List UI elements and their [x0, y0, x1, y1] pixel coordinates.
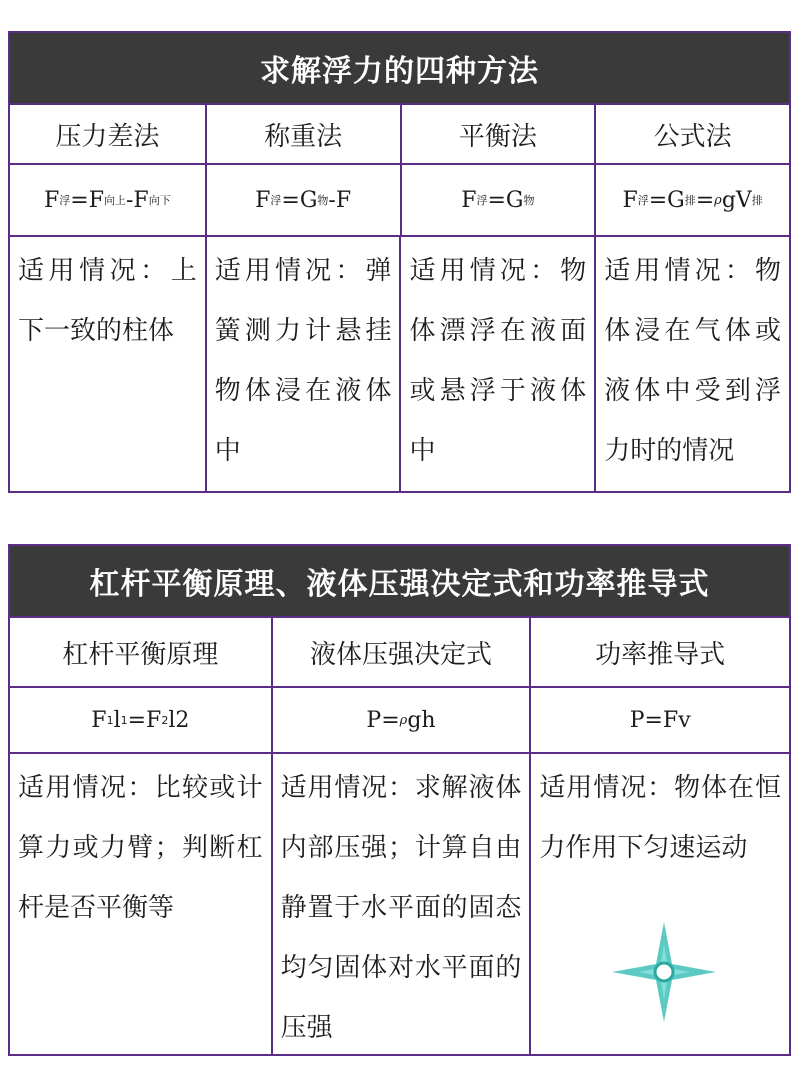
column-header: 公式法	[594, 105, 789, 163]
formula-cell: P=Fv	[529, 688, 789, 752]
formula-cell: F 浮 =G 物	[400, 165, 595, 235]
description-cell: 适用情况：上下一致的柱体	[18, 256, 197, 346]
table-title: 杠杆平衡原理、液体压强决定式和功率推导式	[10, 546, 789, 616]
column-header: 功率推导式	[529, 618, 789, 686]
formula-row	[10, 163, 789, 235]
description-cell: 适用情况：弹簧测力计悬挂物体浸在液体中	[205, 237, 400, 491]
header-row	[10, 103, 789, 163]
formula-cell: P= ρ gh	[271, 688, 530, 752]
column-header: 压力差法	[55, 121, 160, 152]
description-cell: 适用情况：物体浸在气体或液体中受到浮力时的情况	[594, 237, 789, 491]
buoyancy-methods-table	[8, 31, 791, 493]
column-header: 杠杆平衡原理	[62, 639, 219, 670]
formula-row	[10, 686, 789, 752]
formula-cell: F 浮 =G 排 = ρ gV 排	[594, 165, 789, 235]
formula-cell: F 浮 =G 物 -F	[205, 165, 400, 235]
header-row	[10, 616, 789, 686]
column-header: 称重法	[205, 105, 400, 163]
compass-star-icon	[612, 922, 716, 1022]
description-row	[10, 235, 789, 491]
table-title: 求解浮力的四种方法	[10, 33, 789, 103]
formula-cell: F 浮 =F 向上 -F 向下	[44, 187, 171, 213]
description-cell: 适用情况：比较或计算力或力臂；判断杠杆是否平衡等	[18, 773, 263, 923]
description-cell: 适用情况：物体在恒力作用下匀速运动	[529, 754, 789, 1054]
formula-cell: F 1 l 1 =F 2 l2	[91, 707, 190, 733]
description-cell: 适用情况：物体漂浮在液面或悬浮于液体中	[399, 237, 594, 491]
description-cell: 适用情况：求解液体内部压强；计算自由静置于水平面的固态均匀固体对水平面的压强	[271, 754, 530, 1054]
column-header: 平衡法	[400, 105, 595, 163]
column-header: 液体压强决定式	[271, 618, 530, 686]
